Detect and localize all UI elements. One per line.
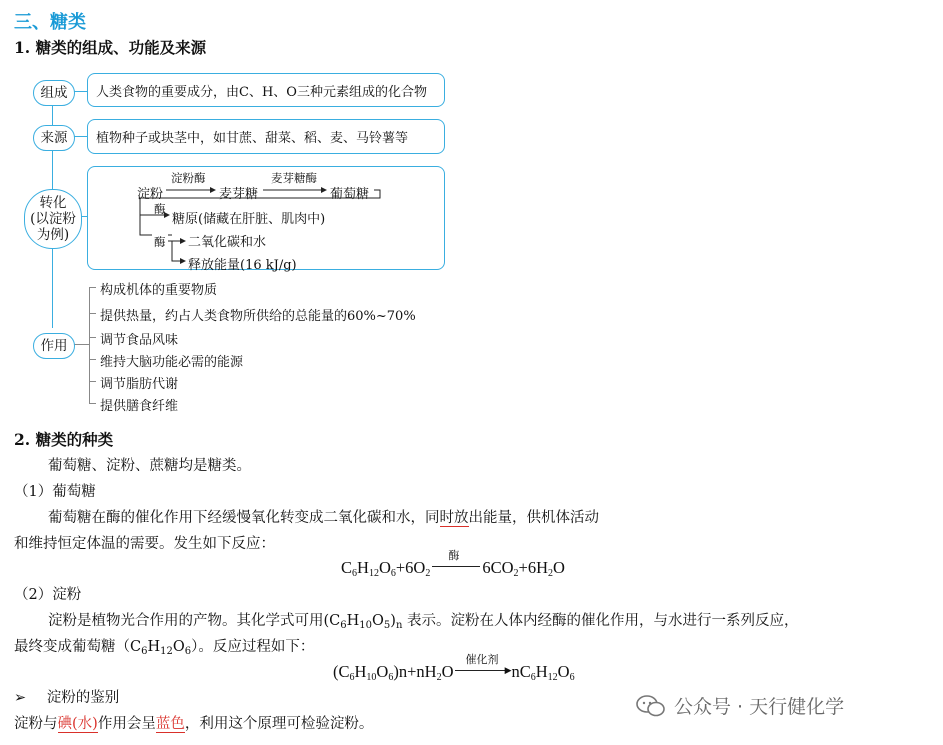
source-text: 植物种子或块茎中，如甘蔗、甜菜、稻、麦、马铃薯等	[96, 131, 409, 146]
function-item-5: 调节脂肪代谢	[100, 377, 179, 392]
bullet-starch-identification	[14, 686, 119, 707]
co2-water-label: 二氧化碳和水	[188, 235, 267, 250]
glucose-paragraph-line2: 和维持恒定体温的需要。发生如下反应：	[14, 536, 275, 552]
blue-highlight: 蓝色	[155, 716, 185, 732]
arrow-bullet-icon: ➢	[14, 690, 27, 706]
energy-label: 释放能量(16 kJ/g)	[188, 258, 297, 273]
subheading-starch: （2）淀粉	[14, 587, 82, 603]
starch-paragraph-line1: 淀粉是植物光合作用的产物。其化学式可用$(C_6H_{10}O_5)_n$ 表示。淀粉在人体内经酶的催化作用，与水进行一系列反应，	[48, 613, 799, 631]
watermark	[636, 692, 844, 719]
conversion-label-3: 为例)	[36, 227, 70, 243]
enzyme-a: 酶	[154, 202, 166, 216]
function-item-4: 维持大脑功能必需的能源	[100, 355, 244, 370]
glucose-paragraph-line1	[48, 506, 599, 527]
subheading-glucose: （1）葡萄糖	[14, 484, 96, 500]
eq2-condition: 催化剂	[465, 654, 499, 666]
function-item-6: 提供膳食纤维	[100, 399, 179, 414]
glucose-text-a: 葡萄糖在酶的催化作用下经缓慢氧化转变成二氧化碳和水，同	[48, 510, 440, 526]
wechat-icon	[636, 694, 666, 718]
starch-test-paragraph	[14, 712, 373, 733]
function-item-2: 提供热量，约占人类食物所供给的总能量的60%~70%	[100, 309, 416, 324]
glycogen-label: 糖原(储藏在肝脏、肌肉中)	[172, 212, 326, 227]
node-composition: 组成	[33, 80, 75, 106]
heading-types: 2. 糖类的种类	[14, 430, 114, 449]
watermark-text: 公众号 · 天行健化学	[674, 696, 845, 718]
intro-paragraph: 葡萄糖、淀粉、蔗糖均是糖类。	[48, 458, 251, 474]
glucose-label: 葡萄糖	[330, 187, 370, 202]
starch-label: 淀粉	[137, 187, 164, 202]
eq1-condition: 酶	[448, 550, 460, 562]
equation-starch-hydrolysis: $(C_6H_{10}O_6)n+nH_2O$ 催化剂 ▶ $nC_6H_{12}O_6$	[333, 662, 575, 683]
maltose-label: 麦芽糖	[219, 187, 259, 202]
iodine-highlight: 碘(水)	[57, 716, 98, 732]
enzyme-maltase: 麦芽糖酶	[271, 171, 317, 185]
function-item-1: 构成机体的重要物质	[100, 283, 218, 298]
node-source: 来源	[33, 125, 75, 151]
function-item-3: 调节食品风味	[100, 333, 179, 348]
glucose-text-b: 出能量，供机体活动	[468, 510, 599, 526]
bullet-text: 淀粉的鉴别	[46, 690, 120, 706]
section-title: 三、糖类	[14, 12, 86, 33]
heading-composition-function-source: 1. 糖类的组成、功能及来源	[14, 38, 207, 57]
starch-paragraph-line2: 最终变成葡萄糖$(C_6H_{12}O_6)$。反应过程如下：	[14, 639, 315, 657]
conversion-label-1: 转化	[39, 195, 67, 211]
p3-text-b: 作用会呈	[97, 716, 156, 732]
enzyme-b: 酶	[154, 235, 166, 249]
glucose-underlined: 时放	[439, 510, 469, 526]
conversion-label-2: (以淀粉	[30, 211, 76, 227]
p3-text-a: 淀粉与	[14, 716, 58, 732]
node-function: 作用	[33, 333, 75, 359]
equation-glucose-oxidation: $C_6H_{12}O_6+6O_2$ 酶 $6CO_2+6H_2O$	[341, 558, 565, 579]
composition-text: 人类食物的重要成分，由C、H、O三种元素组成的化合物	[96, 84, 427, 100]
enzyme-amylase: 淀粉酶	[171, 171, 206, 185]
p3-text-c: ，利用这个原理可检验淀粉。	[184, 716, 374, 732]
